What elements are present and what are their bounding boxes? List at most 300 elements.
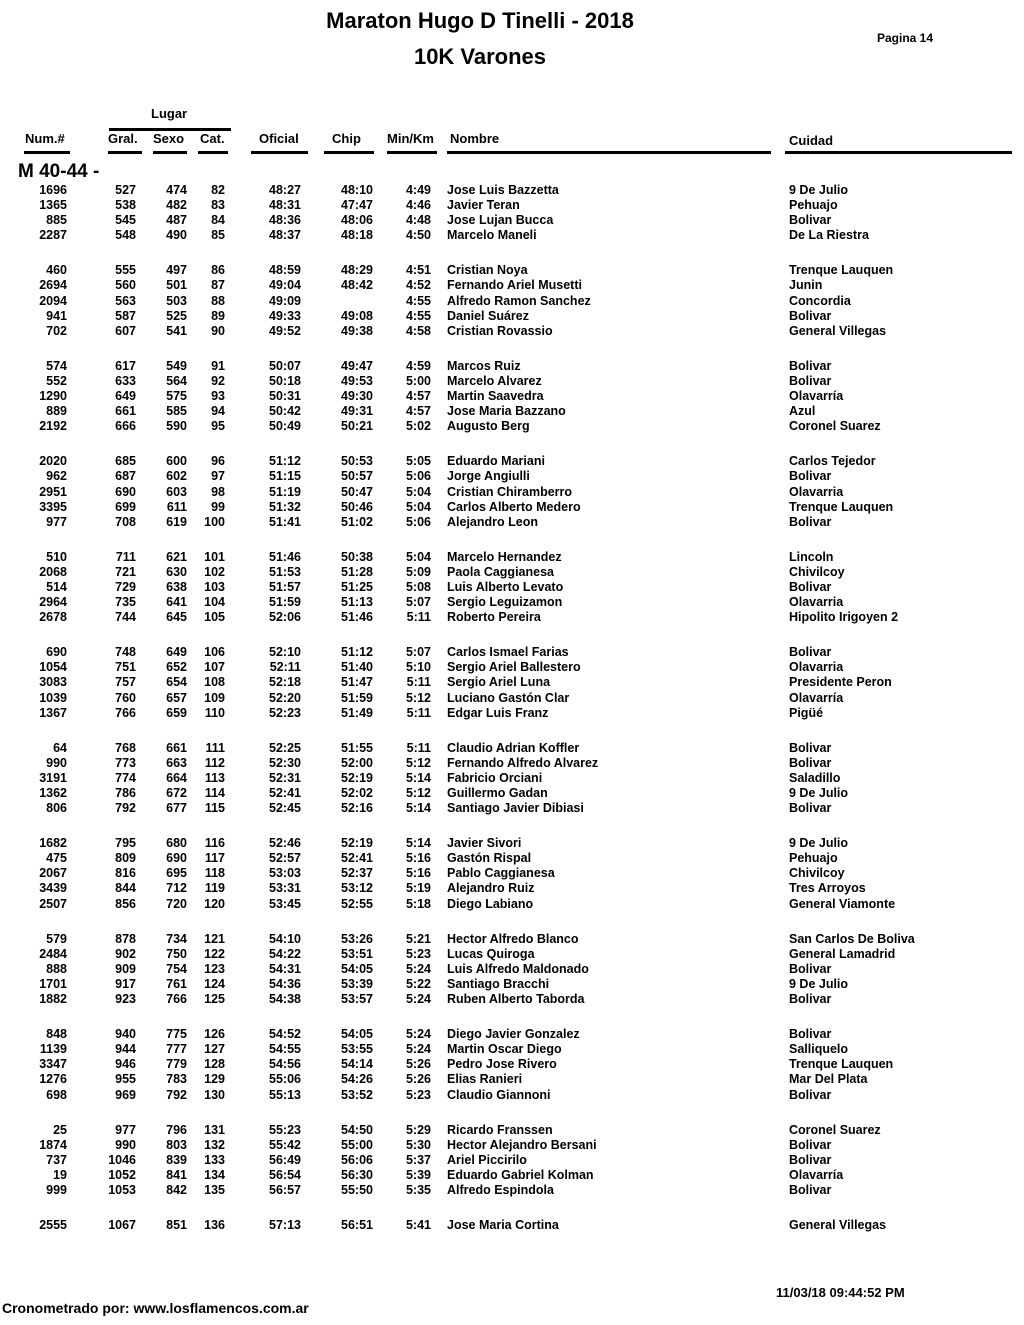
place-overall: 661: [115, 404, 136, 419]
chip-time: 48:42: [341, 278, 373, 293]
place-category: 111: [205, 740, 225, 755]
place-overall: 977: [115, 1122, 136, 1137]
place-category: 93: [211, 389, 225, 404]
place-sex: 575: [166, 389, 187, 404]
col-sexo-header: Sexo: [153, 131, 185, 146]
table-row: [0, 278, 1024, 293]
pace: 5:41: [405, 1218, 431, 1233]
chip-underline: [324, 151, 374, 154]
chip-time: 56:51: [341, 1218, 373, 1233]
place-category: 86: [211, 263, 225, 278]
result-group: [0, 263, 1024, 338]
runner-city: Bolivar: [789, 645, 832, 660]
runner-city: Trenque Lauquen: [789, 499, 894, 514]
place-sex: 720: [166, 896, 187, 911]
chip-time: 49:38: [341, 323, 373, 338]
col-ciudad-header: Cuidad: [789, 133, 834, 148]
table-row: [0, 706, 1024, 721]
place-category: 87: [211, 278, 225, 293]
table-row: [0, 485, 1024, 500]
runner-number: 475: [46, 851, 67, 866]
chip-time: 52:37: [341, 866, 373, 881]
pace: 5:39: [405, 1167, 431, 1182]
pace: 5:22: [405, 976, 431, 991]
runner-number: 2484: [39, 946, 67, 961]
place-overall: 923: [115, 992, 136, 1007]
pace: 4:57: [405, 389, 431, 404]
runner-name: Sergio Leguizamon: [447, 595, 563, 610]
chip-time: 51:28: [341, 564, 373, 579]
runner-city: Bolivar: [789, 1137, 832, 1152]
runner-name: Ariel Piccirilo: [447, 1152, 527, 1167]
place-overall: 649: [115, 389, 136, 404]
official-time: 51:59: [269, 595, 301, 610]
pace: 5:12: [405, 755, 431, 770]
place-sex: 750: [166, 946, 187, 961]
place-overall: 768: [115, 740, 136, 755]
place-category: 110: [204, 705, 225, 720]
chip-time: 50:57: [341, 469, 373, 484]
place-overall: 527: [115, 183, 136, 197]
place-category: 105: [204, 610, 225, 625]
place-category: 125: [204, 992, 225, 1007]
runner-city: Trenque Lauquen: [789, 263, 894, 278]
runner-city: Bolivar: [789, 992, 832, 1007]
place-sex: 497: [166, 263, 187, 278]
pace: 5:02: [405, 419, 431, 434]
runner-name: Hector Alfredo Blanco: [447, 931, 579, 946]
place-category: 95: [211, 419, 225, 434]
runner-city: 9 De Julio: [789, 183, 849, 197]
runner-number: 460: [46, 263, 67, 278]
runner-city: Bolivar: [789, 373, 832, 388]
official-time: 55:06: [269, 1072, 301, 1087]
chip-time: 51:40: [341, 660, 373, 675]
place-category: 122: [204, 946, 225, 961]
place-overall: 538: [115, 198, 136, 213]
place-overall: 555: [115, 263, 136, 278]
pace: 5:06: [405, 514, 431, 529]
runner-city: Olavarría: [789, 389, 844, 404]
runner-name: Fernando Ariel Musetti: [447, 278, 582, 293]
runner-name: Edgar Luis Franz: [447, 705, 549, 720]
runner-name: Cristian Chiramberro: [447, 484, 573, 499]
pace: 4:55: [405, 308, 431, 323]
runner-name: Lucas Quiroga: [447, 946, 535, 961]
place-category: 109: [204, 690, 225, 705]
place-overall: 792: [115, 801, 136, 816]
place-overall: 545: [115, 213, 136, 228]
runner-name: Alejandro Leon: [447, 514, 538, 529]
table-row: [0, 228, 1024, 243]
chip-time: 51:12: [341, 645, 373, 660]
runner-number: 962: [46, 469, 67, 484]
chip-time: 51:55: [341, 740, 373, 755]
place-sex: 779: [166, 1057, 187, 1072]
place-category: 112: [204, 755, 225, 770]
pace: 5:06: [405, 469, 431, 484]
place-category: 113: [204, 770, 225, 785]
runner-name: Jose Luis Bazzetta: [447, 183, 559, 197]
official-time: 52:57: [269, 851, 301, 866]
place-sex: 525: [166, 308, 187, 323]
table-row: [0, 213, 1024, 228]
runner-city: San Carlos De Boliva: [789, 931, 915, 946]
runner-city: Bolivar: [789, 1152, 832, 1167]
official-time: 51:41: [269, 514, 301, 529]
chip-time: 52:02: [341, 786, 373, 800]
pace: 4:51: [405, 263, 431, 278]
chip-time: 51:02: [341, 514, 373, 529]
pace: 5:18: [405, 896, 431, 911]
print-timestamp: 11/03/18 09:44:52 PM: [776, 1285, 905, 1300]
place-category: 83: [211, 198, 225, 213]
official-time: 49:09: [269, 293, 301, 308]
place-category: 92: [211, 373, 225, 388]
chip-time: 53:51: [341, 946, 373, 961]
official-time: 51:15: [269, 469, 301, 484]
table-row: [0, 565, 1024, 580]
col-cat-header: Cat.: [200, 131, 225, 146]
place-category: 135: [204, 1182, 225, 1197]
place-sex: 659: [166, 705, 187, 720]
runner-number: 885: [46, 213, 67, 228]
place-category: 98: [211, 484, 225, 499]
place-category: 126: [204, 1027, 225, 1042]
pace: 4:46: [405, 198, 431, 213]
place-overall: 666: [115, 419, 136, 434]
runner-city: Presidente Peron: [789, 675, 892, 690]
runner-number: 1682: [39, 836, 67, 851]
runner-name: Diego Labiano: [447, 896, 534, 911]
place-overall: 844: [115, 881, 136, 896]
runner-name: Hector Alejandro Bersani: [447, 1137, 597, 1152]
official-time: 52:25: [269, 740, 301, 755]
place-sex: 680: [166, 836, 187, 851]
place-sex: 775: [166, 1027, 187, 1042]
table-row: [0, 389, 1024, 404]
place-overall: 617: [115, 358, 136, 373]
runner-city: Chivilcoy: [789, 866, 845, 881]
place-overall: 955: [115, 1072, 136, 1087]
place-sex: 777: [166, 1042, 187, 1057]
document-title: Maraton Hugo D Tinelli - 2018: [326, 8, 634, 33]
place-sex: 541: [166, 323, 187, 338]
result-group: [0, 741, 1024, 816]
pace: 5:11: [406, 740, 431, 755]
chip-time: 50:53: [341, 454, 373, 469]
table-row: [0, 550, 1024, 565]
table-row: [0, 595, 1024, 610]
runner-number: 1362: [39, 786, 67, 800]
runner-name: Marcelo Hernandez: [447, 549, 562, 564]
document-subtitle: 10K Varones: [413, 44, 547, 69]
place-sex: 657: [166, 690, 187, 705]
runner-name: Eduardo Mariani: [447, 454, 545, 469]
table-row: [0, 741, 1024, 756]
place-sex: 766: [166, 992, 187, 1007]
place-sex: 600: [166, 454, 187, 469]
place-category: 102: [204, 564, 225, 579]
runner-number: 1054: [39, 660, 67, 675]
chip-time: 52:16: [341, 801, 373, 816]
runner-number: 2192: [39, 419, 67, 434]
chip-time: 52:41: [341, 851, 373, 866]
num-underline: [24, 151, 70, 154]
place-category: 131: [204, 1122, 225, 1137]
result-group: [0, 359, 1024, 434]
table-row: [0, 309, 1024, 324]
table-row: [0, 1153, 1024, 1168]
runner-name: Carlos Ismael Farias: [447, 645, 569, 660]
runner-number: 698: [46, 1087, 67, 1102]
runner-number: 3347: [39, 1057, 67, 1072]
runner-name: Jose Maria Cortina: [447, 1218, 559, 1233]
table-row: [0, 198, 1024, 213]
place-overall: 856: [115, 896, 136, 911]
official-time: 51:57: [269, 579, 301, 594]
place-overall: 1046: [108, 1152, 136, 1167]
chip-time: 49:31: [341, 404, 373, 419]
official-time: 54:10: [269, 931, 301, 946]
table-row: [0, 786, 1024, 801]
runner-number: 1290: [39, 389, 67, 404]
runner-city: Coronel Suarez: [789, 1122, 881, 1137]
pace: 4:52: [405, 278, 431, 293]
pace: 5:10: [405, 660, 431, 675]
place-category: 107: [204, 660, 225, 675]
runner-name: Eduardo Gabriel Kolman: [447, 1167, 594, 1182]
official-time: 48:37: [269, 228, 301, 243]
runner-number: 510: [46, 549, 67, 564]
table-row: [0, 947, 1024, 962]
place-sex: 619: [166, 514, 187, 529]
runner-number: 25: [53, 1122, 67, 1137]
runner-city: Concordia: [789, 293, 851, 308]
runner-city: Lincoln: [789, 549, 834, 564]
runner-name: Fernando Alfredo Alvarez: [447, 755, 599, 770]
official-time: 55:13: [269, 1087, 301, 1102]
runner-number: 1367: [39, 705, 67, 720]
official-time: 55:42: [269, 1137, 301, 1152]
official-time: 57:13: [269, 1218, 301, 1233]
place-category: 101: [204, 549, 225, 564]
pace: 5:24: [405, 1027, 431, 1042]
place-sex: 652: [166, 660, 187, 675]
table-row: [0, 1057, 1024, 1072]
runner-number: 1701: [39, 976, 67, 991]
official-time: 54:55: [269, 1042, 301, 1057]
place-category: 119: [204, 881, 225, 896]
runner-name: Santiago Bracchi: [447, 976, 550, 991]
chip-time: 48:06: [341, 213, 373, 228]
place-category: 123: [204, 961, 225, 976]
table-row: [0, 263, 1024, 278]
place-overall: 633: [115, 373, 136, 388]
table-row: [0, 1168, 1024, 1183]
category-heading: M 40-44 -: [18, 161, 100, 182]
official-time: 51:32: [269, 499, 301, 514]
official-time: 56:57: [269, 1182, 301, 1197]
table-row: [0, 580, 1024, 595]
official-time: 50:42: [269, 404, 301, 419]
place-category: 82: [211, 183, 225, 197]
pace: 5:08: [405, 579, 431, 594]
pace: 5:07: [405, 645, 431, 660]
runner-number: 3191: [39, 770, 67, 785]
chip-time: 53:26: [341, 931, 373, 946]
result-group: [0, 836, 1024, 911]
runner-number: 1365: [39, 198, 67, 213]
place-category: 97: [211, 469, 225, 484]
place-category: 103: [204, 579, 225, 594]
runner-name: Alfredo Espindola: [447, 1182, 554, 1197]
runner-city: Chivilcoy: [789, 564, 845, 579]
pace: 5:29: [405, 1122, 431, 1137]
runner-number: 2068: [39, 564, 67, 579]
official-time: 50:49: [269, 419, 301, 434]
runner-number: 574: [46, 358, 67, 373]
pace: 5:11: [406, 675, 431, 690]
runner-name: Luis Alfredo Maldonado: [447, 961, 589, 976]
runner-name: Guillermo Gadan: [447, 786, 548, 800]
official-time: 54:31: [269, 961, 301, 976]
runner-name: Marcos Ruiz: [447, 358, 521, 373]
pace: 5:26: [405, 1072, 431, 1087]
place-category: 130: [204, 1087, 225, 1102]
place-category: 118: [204, 866, 225, 881]
runner-number: 737: [46, 1152, 67, 1167]
oficial-underline: [251, 151, 308, 154]
place-sex: 842: [166, 1182, 187, 1197]
runner-name: Roberto Pereira: [447, 610, 541, 625]
place-category: 134: [204, 1167, 225, 1182]
official-time: 56:54: [269, 1167, 301, 1182]
place-overall: 809: [115, 851, 136, 866]
place-sex: 611: [166, 499, 187, 514]
place-category: 116: [204, 836, 225, 851]
table-row: [0, 675, 1024, 690]
place-sex: 654: [166, 675, 187, 690]
official-time: 53:31: [269, 881, 301, 896]
place-overall: 699: [115, 499, 136, 514]
chip-time: 51:49: [341, 705, 373, 720]
place-sex: 663: [166, 755, 187, 770]
runner-city: Olavarria: [789, 595, 844, 610]
official-time: 51:19: [269, 484, 301, 499]
runner-number: 990: [46, 755, 67, 770]
col-chip-header: Chip: [332, 131, 361, 146]
table-row: [0, 404, 1024, 419]
runner-city: Azul: [789, 404, 816, 419]
pace: 4:58: [405, 323, 431, 338]
place-sex: 630: [166, 564, 187, 579]
table-row: [0, 897, 1024, 912]
place-overall: 766: [115, 705, 136, 720]
place-overall: 748: [115, 645, 136, 660]
runner-city: General Viamonte: [789, 896, 896, 911]
place-sex: 490: [166, 228, 187, 243]
table-row: [0, 932, 1024, 947]
official-time: 49:04: [269, 278, 301, 293]
runner-name: Martin Saavedra: [447, 389, 544, 404]
table-row: [0, 469, 1024, 484]
runner-city: Bolivar: [789, 308, 832, 323]
runner-number: 702: [46, 323, 67, 338]
runner-city: Junin: [789, 278, 823, 293]
runner-number: 3439: [39, 881, 67, 896]
place-sex: 734: [166, 931, 187, 946]
official-time: 52:11: [269, 660, 301, 675]
chip-time: 55:50: [341, 1182, 373, 1197]
runner-name: Carlos Alberto Medero: [447, 499, 581, 514]
nombre-underline: [447, 151, 771, 154]
place-sex: 754: [166, 961, 187, 976]
chip-time: 52:19: [341, 770, 373, 785]
pace: 5:12: [405, 690, 431, 705]
place-category: 99: [211, 499, 225, 514]
runner-name: Luciano Gastón Clar: [447, 690, 570, 705]
table-row: [0, 1218, 1024, 1233]
runner-number: 2067: [39, 866, 67, 881]
runner-number: 2020: [39, 454, 67, 469]
table-row: [0, 1027, 1024, 1042]
col-minkm-header: Min/Km: [387, 131, 434, 146]
official-time: 51:46: [269, 549, 301, 564]
table-row: [0, 992, 1024, 1007]
place-sex: 712: [166, 881, 187, 896]
chip-time: 48:18: [341, 228, 373, 243]
place-overall: 773: [115, 755, 136, 770]
chip-time: 54:05: [341, 1027, 373, 1042]
table-row: [0, 454, 1024, 469]
chip-time: 52:55: [341, 896, 373, 911]
place-sex: 695: [166, 866, 187, 881]
runner-city: Saladillo: [789, 770, 841, 785]
runner-name: Javier Teran: [447, 198, 520, 213]
result-group: [0, 550, 1024, 625]
place-category: 133: [204, 1152, 225, 1167]
runner-city: Bolivar: [789, 1027, 832, 1042]
place-overall: 1067: [108, 1218, 136, 1233]
chip-time: 51:46: [341, 610, 373, 625]
official-time: 52:18: [269, 675, 301, 690]
runner-city: Salliquelo: [789, 1042, 849, 1057]
official-time: 51:53: [269, 564, 301, 579]
place-category: 129: [204, 1072, 225, 1087]
gral-underline: [108, 151, 142, 154]
minkm-underline: [387, 151, 437, 154]
place-overall: 774: [115, 770, 136, 785]
pace: 4:48: [405, 213, 431, 228]
runner-city: Pehuajo: [789, 198, 838, 213]
official-time: 52:31: [269, 770, 301, 785]
runner-city: Carlos Tejedor: [789, 454, 876, 469]
runner-number: 889: [46, 404, 67, 419]
pace: 5:35: [405, 1182, 431, 1197]
pace: 4:50: [405, 228, 431, 243]
official-time: 48:36: [269, 213, 301, 228]
runner-city: General Villegas: [789, 1218, 887, 1233]
place-overall: 751: [115, 660, 136, 675]
runner-number: 690: [46, 645, 67, 660]
runner-number: 1696: [39, 183, 67, 197]
chip-time: 52:19: [341, 836, 373, 851]
table-row: [0, 1183, 1024, 1198]
pace: 5:07: [405, 595, 431, 610]
pace: 5:26: [405, 1057, 431, 1072]
page-number: Pagina 14: [876, 31, 934, 45]
